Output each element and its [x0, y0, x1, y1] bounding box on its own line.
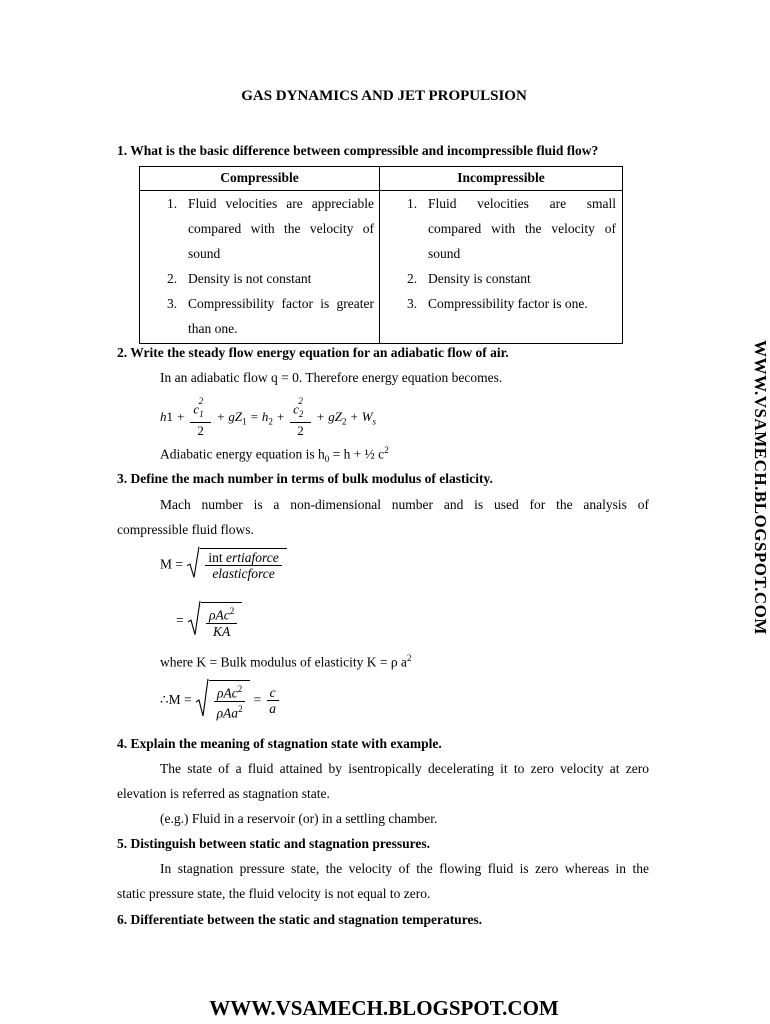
adiabatic-energy-equation: Adiabatic energy equation is $h_0 = h$ + ½ $c^2$: [160, 445, 389, 465]
question-3: 3. Define the mach number in terms of bulk modulus of elasticity.: [117, 471, 493, 486]
q3-para-line2: compressible fluid flows.: [117, 522, 254, 537]
mach-equation-1: M = $\frac{\text{int ertiaforce}}{\text{elasticforce}}$: [160, 548, 287, 581]
list-item: 3. Compressibility factor is one.: [407, 296, 588, 311]
side-watermark: WWW.VSAMECH.BLOGSPOT.COM: [751, 340, 770, 635]
question-6: 6. Differentiate between the static and stagnation temperatures.: [117, 912, 483, 927]
compressible-column: [140, 191, 374, 341]
question-1: 1. What is the basic difference between compressible and incompressible fluid flow?: [117, 143, 599, 158]
question-5: 5. Distinguish between static and stagnation pressures.: [117, 836, 431, 851]
question-4: 4. Explain the meaning of stagnation state with example.: [117, 736, 442, 751]
comparison-table: [139, 166, 623, 344]
list-item: 3. Compressibility factor is greater than one.: [167, 296, 374, 336]
list-item: 1. Fluid velocities are small compared with the velocity of sound: [407, 196, 616, 261]
mach-equation-2: = $\frac{\rho Ac^2}{KA}$: [176, 602, 242, 639]
page-title: GAS DYNAMICS AND JET PROPULSION: [241, 88, 527, 104]
mach-equation-3: ∴M = $\frac{\rho Ac^2}{\rho Aa^2}$ = $\frac{c}{a}$: [160, 680, 281, 720]
q5-line2: static pressure state, the fluid velocity is not equal to zero.: [117, 886, 431, 901]
bulk-modulus-definition: where K = Bulk modulus of elasticity K = ρ $a^2$: [160, 653, 412, 670]
table-header-compressible: Compressible: [220, 170, 299, 185]
list-item: 1. Fluid velocities are appreciable compared with the velocity of sound: [167, 196, 374, 261]
incompressible-column: [380, 191, 616, 316]
question-2: 2. Write the steady flow energy equation for an adiabatic flow of air.: [117, 345, 509, 360]
q2-line1: In an adiabatic flow q = 0. Therefore energy equation becomes.: [160, 370, 503, 385]
q5-line1: In stagnation pressure state, the velocity of the flowing fluid is zero whereas in the: [160, 861, 649, 876]
q3-para-line1: Mach number is a non-dimensional number and is used for the analysis of: [160, 497, 649, 512]
energy-equation: h1 + $\frac{c_1^2}{2}$ + $gZ_1 = h_2$ + $\frac{c_2^2}{2}$ + $gZ_2 + W_s$: [160, 396, 377, 438]
q4-line2: elevation is referred as stagnation state.: [117, 786, 330, 801]
table-header-incompressible: Incompressible: [457, 170, 545, 185]
list-item: 2. Density is not constant: [167, 271, 312, 286]
list-item: 2. Density is constant: [407, 271, 531, 286]
q4-line1: The state of a fluid attained by isentropically decelerating it to zero velocity at zero: [160, 761, 649, 776]
footer-url: WWW.VSAMECH.BLOGSPOT.COM: [209, 996, 559, 1020]
q4-line3: (e.g.) Fluid in a reservoir (or) in a settling chamber.: [160, 811, 438, 826]
